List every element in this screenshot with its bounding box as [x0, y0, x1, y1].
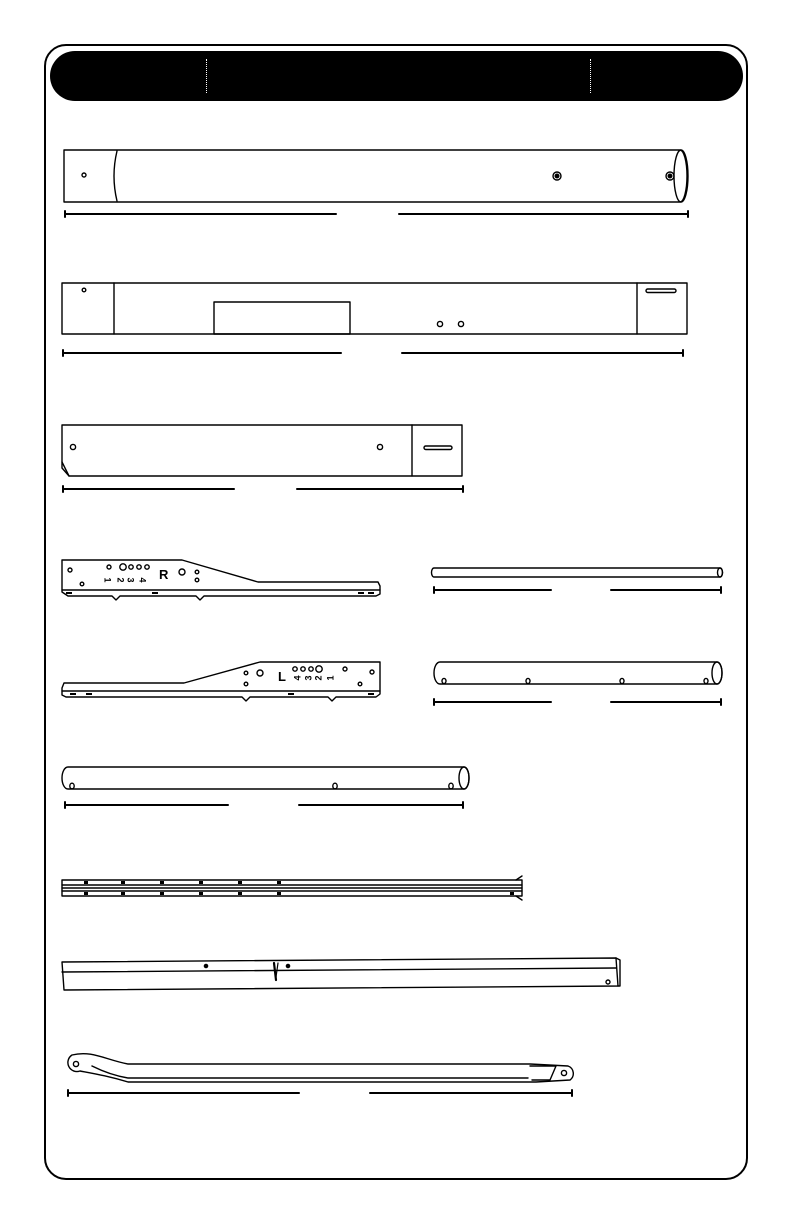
dimension-line	[65, 802, 463, 808]
slot	[424, 446, 452, 450]
hole	[82, 173, 86, 177]
hole	[343, 667, 347, 671]
dimension-line	[63, 486, 463, 492]
hole	[120, 564, 126, 570]
hole	[620, 678, 624, 683]
hole	[179, 569, 185, 575]
hole	[244, 671, 248, 675]
hole-number: 4	[137, 577, 148, 583]
hole	[107, 565, 111, 569]
hole	[442, 678, 446, 683]
hole	[195, 578, 199, 582]
hole-number: 4	[292, 675, 303, 681]
dimension-line	[63, 350, 683, 356]
hole	[449, 783, 453, 789]
dimension-line	[65, 211, 688, 217]
hole	[301, 667, 305, 671]
hole	[129, 565, 133, 569]
part-beam-rect	[62, 283, 687, 334]
hole	[257, 670, 263, 676]
hole	[309, 667, 313, 671]
hole	[370, 670, 374, 674]
hole	[195, 570, 199, 574]
bracket-right-letter: R	[159, 567, 169, 582]
hole	[358, 682, 362, 686]
part-bracket-left	[62, 662, 380, 701]
hole	[377, 444, 382, 449]
hole	[316, 666, 322, 672]
hole	[437, 321, 442, 326]
slot	[646, 289, 676, 293]
hole-number: 2	[313, 675, 324, 681]
part-tube-medium	[434, 662, 722, 684]
hole-number: 3	[125, 577, 136, 583]
hole	[145, 565, 149, 569]
bracket-left-letter: L	[278, 669, 286, 684]
part-tube-large	[64, 150, 688, 202]
dimension-line	[434, 699, 721, 705]
part-arm-tapered	[68, 1054, 573, 1082]
hole	[244, 682, 248, 686]
hole	[458, 321, 463, 326]
hole	[333, 783, 337, 789]
hole-number: 3	[303, 675, 314, 681]
part-rail-double	[62, 876, 522, 900]
hole	[526, 678, 530, 683]
hole	[68, 568, 72, 572]
dimension-line	[434, 587, 721, 593]
hole	[293, 667, 297, 671]
part-tube-long	[62, 767, 469, 789]
part-bar-square	[62, 958, 620, 990]
part-beam-short	[62, 425, 462, 476]
hole	[704, 678, 708, 683]
hole	[82, 288, 86, 292]
hole	[286, 964, 289, 967]
hole	[70, 783, 74, 789]
hole	[204, 964, 207, 967]
hole-number: 1	[102, 577, 113, 583]
hole	[137, 565, 141, 569]
hole-number: 1	[325, 675, 336, 681]
hole	[80, 582, 84, 586]
dimension-line	[68, 1090, 572, 1096]
hole	[606, 980, 610, 984]
hole-number: 2	[115, 577, 126, 583]
hole	[70, 444, 75, 449]
hole	[73, 1061, 78, 1066]
part-rod-thin	[432, 568, 723, 577]
hole	[561, 1070, 566, 1075]
